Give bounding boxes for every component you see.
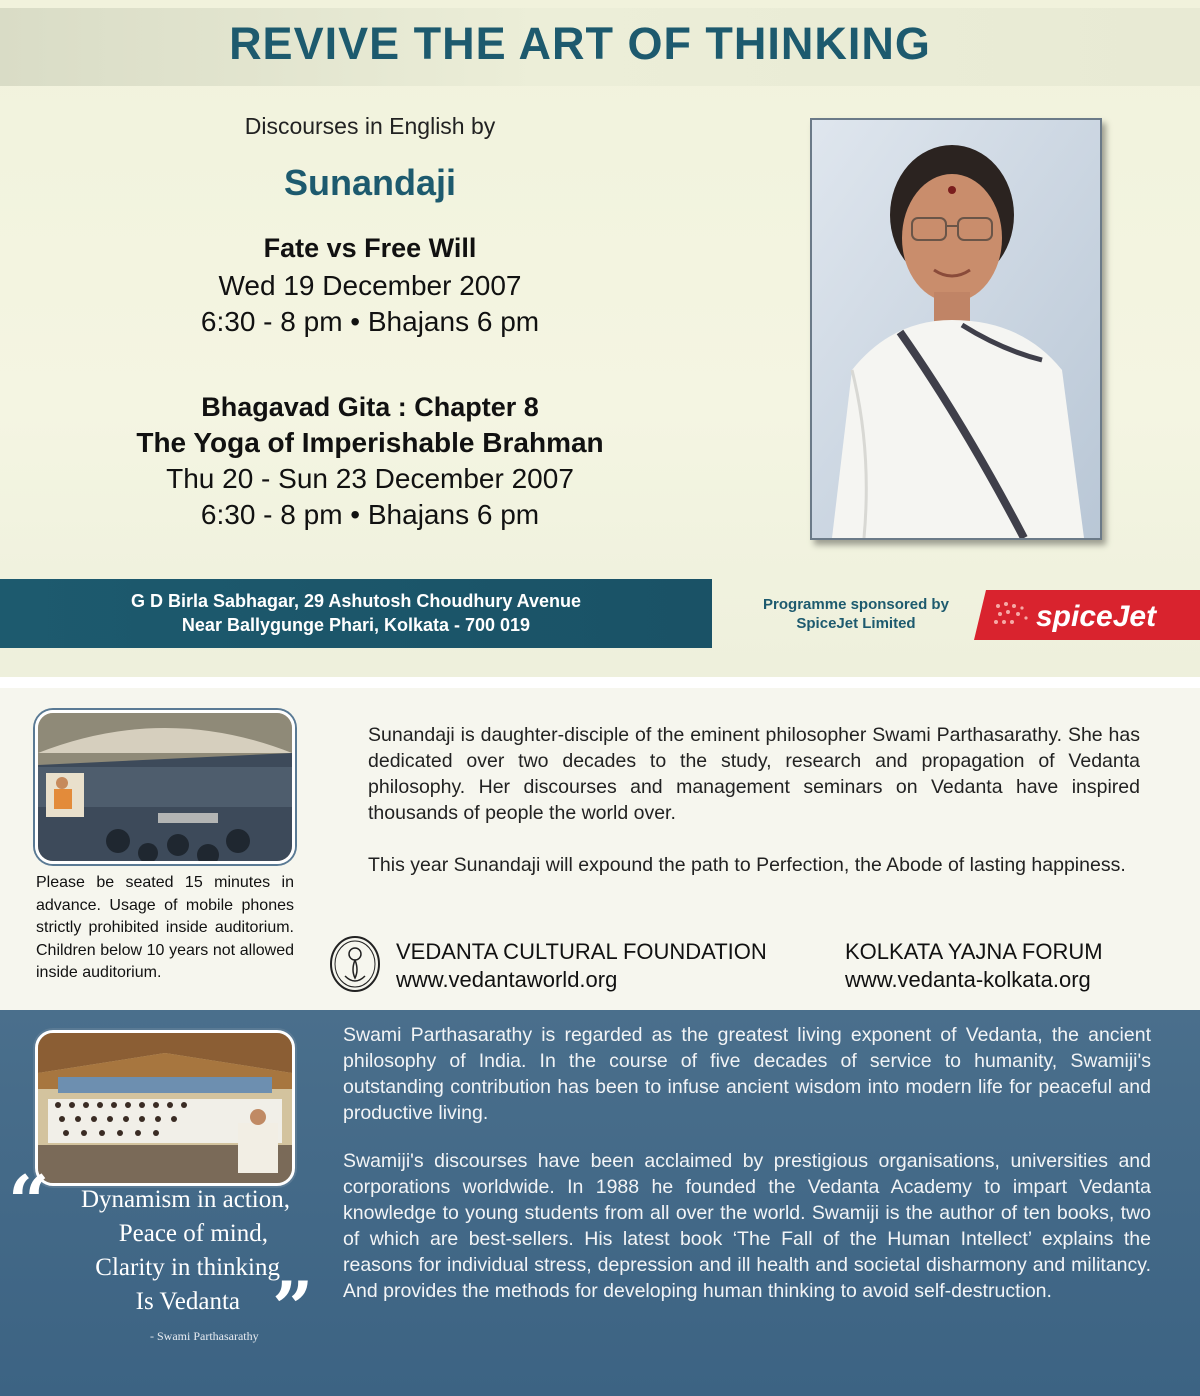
- org2-name: KOLKATA YAJNA FORUM: [845, 939, 1103, 964]
- quote-line-4: Is Vedanta: [135, 1288, 240, 1315]
- org2-url[interactable]: www.vedanta-kolkata.org: [845, 967, 1091, 992]
- quote-line-3: Clarity in thinking: [95, 1254, 280, 1281]
- talk2-subtitle: The Yoga of Imperishable Brahman: [136, 427, 604, 458]
- swami-bio: Swami Parthasarathy is regarded as the greatest living exponent of Vedanta, the ancient philosophy of India. In the course of five decades of service to humanity, Swamiji's outstanding contribution has been to infuse ancient wisdom into modern life for peaceful and productive living.: [343, 1024, 1151, 1124]
- ganesha-emblem-icon: [327, 934, 383, 994]
- sponsor-line-1: Programme sponsored by: [763, 596, 949, 613]
- notice-text: Please be seated 15 minutes in advance. Usage of mobile phones strictly prohibited inside auditorium. Children below 10 years not allowed inside auditorium.: [36, 874, 294, 981]
- open-quote-icon: “: [8, 1159, 50, 1244]
- sponsor-box: [728, 584, 1200, 642]
- expound-text: This year Sunandaji will expound the path to Perfection, the Abode of lasting happiness.: [368, 854, 1126, 876]
- org1-url[interactable]: www.vedantaworld.org: [396, 967, 618, 992]
- talk1-date: Wed 19 December 2007: [218, 270, 522, 301]
- sunandaji-bio: Sunandaji is daughter-disciple of the eminent philosopher Swami Parthasarathy. She has dedicated over two decades to the study, research and propagation of Vedanta philosophy. Her discourses and management seminars on Vedanta have inspired thousands of people the world over.: [368, 724, 1140, 824]
- hall-photo: [35, 1030, 295, 1186]
- intro-text: Discourses in English by: [244, 113, 496, 139]
- quote-line-1: Dynamism in action,: [81, 1186, 290, 1213]
- talk2-date: Thu 20 - Sun 23 December 2007: [166, 463, 574, 494]
- venue-bar: [0, 579, 712, 648]
- page-title: REVIVE THE ART OF THINKING: [229, 18, 931, 69]
- front-card: [0, 0, 1200, 677]
- venue-line-1: G D Birla Sabhagar, 29 Ashutosh Choudhury Avenue: [130, 591, 582, 611]
- sponsor-line-2: SpiceJet Limited: [796, 615, 916, 632]
- quote-line-2: Peace of mind,: [118, 1220, 268, 1247]
- spicejet-logo: [974, 588, 1200, 640]
- svg-text:spiceJet: spiceJet: [1036, 600, 1157, 633]
- swami-achievements: Swamiji's discourses have been acclaimed by prestigious organisations, universities and corporations worldwide. In 1988 he founded the Vedanta Academy to impart Vedanta knowledge to young students from all over the world. Swamiji is the author of ten books, two of which are best-sellers. His latest book ‘The Fall of the Human Intellect’ explains the reasons for individual stress, depression and ill health and societal disharmony and militancy. And provides the methods for developing human thinking to avoid self-destruction.: [343, 1150, 1151, 1302]
- org1-name: VEDANTA CULTURAL FOUNDATION: [396, 939, 767, 964]
- auditorium-photo: [35, 710, 295, 864]
- talk2-time: 6:30 - 8 pm • Bhajans 6 pm: [200, 499, 540, 530]
- quote-author: - Swami Parthasarathy: [150, 1329, 259, 1343]
- speaker-photo: [810, 118, 1102, 540]
- venue-line-2: Near Ballygunge Phari, Kolkata - 700 019: [181, 615, 531, 635]
- close-quote-icon: ”: [272, 1265, 314, 1350]
- talk1-time: 6:30 - 8 pm • Bhajans 6 pm: [200, 306, 540, 337]
- talk1-title: Fate vs Free Will: [263, 233, 477, 263]
- talk2-title: Bhagavad Gita : Chapter 8: [201, 392, 539, 422]
- speaker-name: Sunandaji: [283, 162, 457, 203]
